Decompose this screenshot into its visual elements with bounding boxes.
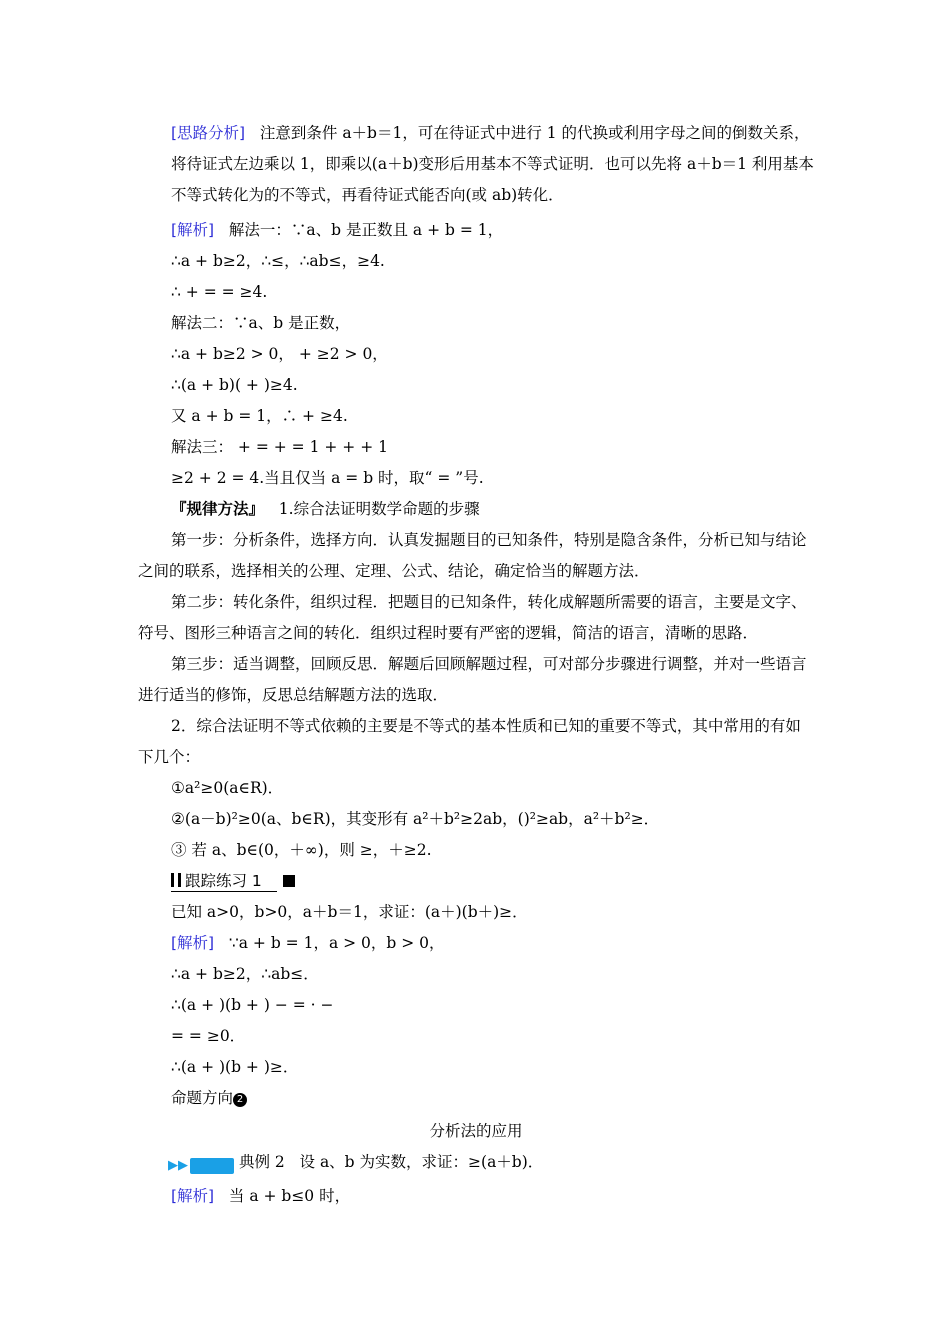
method-step-2: 第二步：转化条件，组织过程．把题目的已知条件，转化成解题所需要的语言，主要是文字、符号、图形三种语言之间的转化．组织过程时要有严密的逻辑，简洁的语言，清晰的思路．: [138, 593, 807, 642]
solution-line: ∴ + = = ≥4.: [171, 283, 268, 301]
practice-title: 跟踪练习 1: [185, 872, 262, 890]
method-step-1: 第一步：分析条件，选择方向．认真发掘题目的已知条件，特别是隐含条件，分析已知与结论之间的联系，选择相关的公理、定理、公式、结论，确定恰当的解题方法．: [138, 531, 807, 580]
inequality-item-2: ②(a－b)²≥0(a、b∈R)，其变形有 a²＋b²≥2ab，()²≥ab，a²＋b²≥．: [171, 810, 660, 828]
practice-solution-line-1: [138, 928, 814, 959]
solution-line: ∴(a + )(b + )≥．: [171, 1058, 299, 1076]
solution-line: ∴(a + b)( + )≥4.: [171, 376, 298, 394]
solution-line: 解法一：∵a、b 是正数且 a + b = 1，: [228, 221, 504, 239]
solution-line: ∴a + b≥2 > 0， + ≥2 > 0，: [171, 345, 388, 363]
solution-line: 又 a + b = 1，∴ + ≥4.: [171, 407, 348, 425]
solution-line: 当 a + b≤0 时，: [228, 1187, 351, 1205]
solution-line: ∵a + b = 1，a > 0，b > 0，: [228, 934, 445, 952]
analysis-text: 注意到条件 a＋b＝1，可在待证式中进行 1 的代换或利用字母之间的倒数关系，将待证式左边乘以 1，即乘以(a＋b)变形后用基本不等式证明．也可以先将 a＋b＝1 利用基本不等式转化为的不等式，再看待证式能否向(或 ab)转化．: [171, 124, 814, 204]
section-heading: 分析法的应用: [429, 1122, 523, 1140]
inequality-item-1: ①a²≥0(a∈R)．: [171, 779, 284, 797]
practice-heading: [138, 866, 814, 897]
example-label: 典例 2: [238, 1153, 285, 1171]
direction-text: 命题方向: [171, 1089, 234, 1107]
solution1-line-1: [138, 215, 814, 246]
square-icon: [283, 875, 295, 887]
method-point-2: 2．综合法证明不等式依赖的主要是不等式的基本性质和已知的重要不等式，其中常用的有如下几个：: [138, 717, 801, 766]
analysis-paragraph: [138, 118, 814, 211]
solution-line: ∴(a + )(b + ) − = · −: [171, 996, 334, 1014]
inequality-item-3: ③ 若 a、b∈(0，＋∞)，则 ≥，＋≥2.: [171, 841, 432, 859]
solution-tag: [解析]: [171, 221, 215, 239]
document-page: [138, 118, 814, 1212]
solution-line: ∴a + b≥2，∴≤，∴ab≤，≥4.: [171, 252, 385, 270]
solution-line: ≥2 + 2 = 4.当且仅当 a = b 时，取“ = ”号.: [171, 469, 484, 487]
example2-line: [138, 1147, 814, 1181]
solution-tag: [解析]: [171, 934, 215, 952]
bar-icon: [178, 873, 181, 887]
analysis-tag: [思路分析]: [171, 124, 246, 142]
example-text: 设 a、b 为实数，求证：≥(a＋b)．: [299, 1153, 544, 1171]
circled-number-icon: 2: [233, 1093, 247, 1107]
solution-line: 解法二：∵a、b 是正数，: [171, 314, 351, 332]
bar-icon: [171, 873, 174, 887]
solution-tag: [解析]: [171, 1187, 215, 1205]
method-step-3: 第三步：适当调整，回顾反思．解题后回顾解题过程，可对部分步骤进行调整，并对一些语言进行适当的修饰，反思总结解题方法的选取．: [138, 655, 807, 704]
solution-line: = = ≥0．: [171, 1027, 246, 1045]
direction-label: [138, 1083, 814, 1114]
example-badge-icon: ▶▶: [168, 1150, 234, 1181]
solution-line: 解法三： + = + = 1 + + + 1: [171, 438, 388, 456]
solution-line: ∴a + b≥2，∴ab≤．: [171, 965, 319, 983]
practice-problem: 已知 a>0，b>0，a＋b＝1，求证：(a＋)(b＋)≥．: [171, 903, 528, 921]
method-tag: 『规律方法』: [171, 500, 265, 518]
method-title: 1.综合法证明数学命题的步骤: [278, 500, 480, 518]
example2-solution: [138, 1181, 814, 1212]
method-heading: [138, 494, 814, 525]
